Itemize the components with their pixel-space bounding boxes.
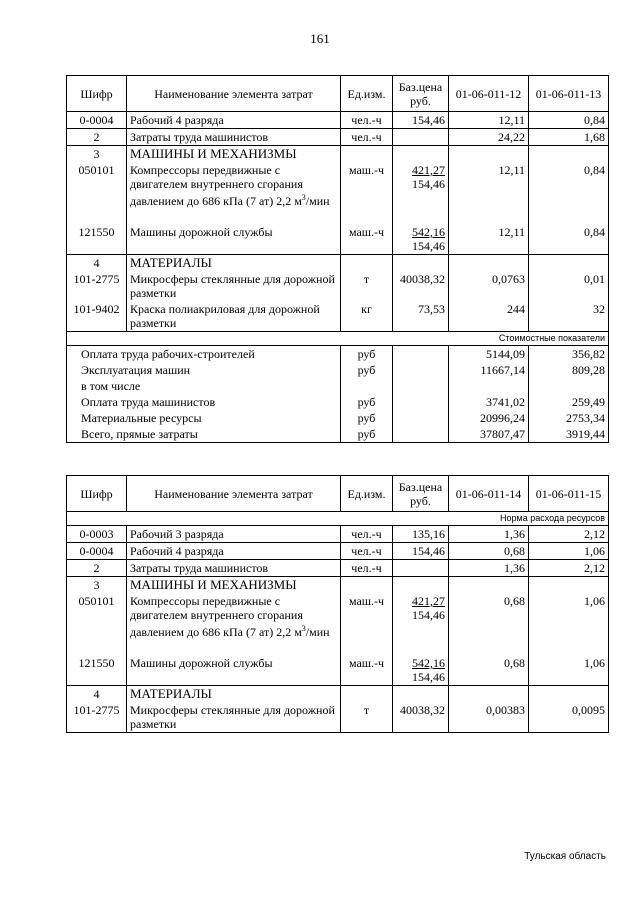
cell-name: Машины дорожной службы (127, 655, 341, 686)
table-row (67, 702, 609, 733)
cell-price (393, 655, 449, 686)
cell-name: Микросферы стеклянные для дорожной разметки (127, 702, 341, 733)
header-unit: Ед.изм. (341, 76, 393, 112)
cell-code: 101-9402 (67, 301, 127, 332)
resource-norm-caption: Норма расхода ресурсов (67, 512, 609, 526)
cell-value-b: 0,84 (529, 224, 609, 255)
summary-name: Всего, прямые затраты (67, 426, 341, 443)
cell-code: 050101 (67, 162, 127, 224)
table-row (67, 526, 609, 543)
section-row (67, 577, 609, 594)
section-title: МАТЕРИАЛЫ (127, 686, 341, 703)
cell-name-text: Компрессоры передвижные с двигателем внутреннего сгорания давлением до 686 кПа (7 ат) 2,2 м (130, 163, 303, 208)
section-code: 3 (67, 577, 127, 594)
summary-name: Материальные ресурсы (67, 410, 341, 426)
cell-unit: чел.-ч (341, 129, 393, 146)
cell-code: 0-0003 (67, 526, 127, 543)
cell-price: 73,53 (393, 301, 449, 332)
cell-price (393, 224, 449, 255)
cost-table-2 (66, 475, 609, 733)
summary-name: в том числе (67, 378, 341, 394)
cell-value-a: 0,68 (449, 593, 529, 655)
summary-value-b: 356,82 (529, 346, 609, 363)
cell-value-b: 0,0095 (529, 702, 609, 733)
header-code: Шифр (67, 476, 127, 512)
price-operator: 154,46 (412, 239, 445, 253)
cell-value-b: 1,06 (529, 655, 609, 686)
price-machine: 421,27 (412, 594, 445, 608)
cell-value-b: 0,01 (529, 271, 609, 301)
cost-indicators-caption: Стоимостные показатели (67, 332, 609, 346)
summary-value-b: 2753,34 (529, 410, 609, 426)
cell-unit: маш.-ч (341, 593, 393, 655)
cell-code: 0-0004 (67, 543, 127, 560)
section-row (67, 686, 609, 703)
cell-unit: т (341, 271, 393, 301)
header-code: Шифр (67, 76, 127, 112)
summary-row (67, 362, 609, 378)
section-row (67, 146, 609, 163)
cost-table-1 (66, 75, 609, 443)
header-col-a: 01-06-011-12 (449, 76, 529, 112)
header-col-b: 01-06-011-13 (529, 76, 609, 112)
cell-price (393, 593, 449, 655)
caption-row (67, 332, 609, 346)
cell-value-a: 12,11 (449, 162, 529, 224)
cell-value-a: 12,11 (449, 224, 529, 255)
summary-row (67, 394, 609, 410)
header-name: Наименование элемента затрат (127, 476, 341, 512)
cell-unit: чел.-ч (341, 560, 393, 577)
table-row (67, 543, 609, 560)
table-row (67, 301, 609, 332)
cell-unit: маш.-ч (341, 224, 393, 255)
summary-name: Эксплуатация машин (67, 362, 341, 378)
cell-name-tail: /мин (305, 625, 330, 639)
cell-value-a: 0,0763 (449, 271, 529, 301)
summary-row (67, 346, 609, 363)
summary-value-b: 3919,44 (529, 426, 609, 443)
cell-value-a: 1,36 (449, 526, 529, 543)
region-footer: Тульская область (524, 851, 606, 862)
section-row (67, 255, 609, 272)
summary-value-a: 20996,24 (449, 410, 529, 426)
summary-value-a: 37807,47 (449, 426, 529, 443)
price-operator: 154,46 (412, 670, 445, 684)
cell-unit: чел.-ч (341, 543, 393, 560)
cell-unit: чел.-ч (341, 112, 393, 129)
cell-price: 154,46 (393, 112, 449, 129)
cell-name: Затраты труда машинистов (127, 560, 341, 577)
table-header-row (67, 476, 609, 512)
cell-price (393, 560, 449, 577)
cell-name (127, 162, 341, 224)
summary-value-b: 259,49 (529, 394, 609, 410)
cell-price: 135,16 (393, 526, 449, 543)
price-machine: 421,27 (412, 163, 445, 177)
cell-value-b: 2,12 (529, 560, 609, 577)
caption-row (67, 512, 609, 526)
cell-value-b: 32 (529, 301, 609, 332)
header-name: Наименование элемента затрат (127, 76, 341, 112)
table-row (67, 224, 609, 255)
page-number: 161 (310, 31, 330, 46)
cell-code: 121550 (67, 655, 127, 686)
price-operator: 154,46 (412, 177, 445, 191)
header-price: Баз.цена руб. (393, 476, 449, 512)
cell-code: 050101 (67, 593, 127, 655)
cell-code: 121550 (67, 224, 127, 255)
table-row (67, 655, 609, 686)
summary-row (67, 378, 609, 394)
cell-value-a: 0,68 (449, 655, 529, 686)
cell-price: 40038,32 (393, 702, 449, 733)
cell-name: Краска полиакриловая для дорожной разметки (127, 301, 341, 332)
cell-unit: т (341, 702, 393, 733)
cell-value-a: 1,36 (449, 560, 529, 577)
cell-value-a: 24,22 (449, 129, 529, 146)
cell-name: Затраты труда машинистов (127, 129, 341, 146)
cell-code: 0-0004 (67, 112, 127, 129)
cell-unit: маш.-ч (341, 162, 393, 224)
cell-price (393, 129, 449, 146)
cell-name-text: Компрессоры передвижные с двигателем внутреннего сгорания давлением до 686 кПа (7 ат) 2,2 м (130, 594, 303, 639)
header-col-b: 01-06-011-15 (529, 476, 609, 512)
cell-value-a: 0,00383 (449, 702, 529, 733)
summary-unit: руб (341, 394, 393, 410)
summary-unit: руб (341, 346, 393, 363)
price-machine: 542,16 (412, 656, 445, 670)
summary-row (67, 410, 609, 426)
cell-value-b: 0,84 (529, 162, 609, 224)
cell-code: 101-2775 (67, 702, 127, 733)
summary-name: Оплата труда рабочих-строителей (67, 346, 341, 363)
section-code: 4 (67, 686, 127, 703)
cell-code: 2 (67, 129, 127, 146)
cell-value-a: 244 (449, 301, 529, 332)
summary-row (67, 426, 609, 443)
cell-name: Рабочий 4 разряда (127, 112, 341, 129)
cell-value-a: 12,11 (449, 112, 529, 129)
cell-code: 2 (67, 560, 127, 577)
price-operator: 154,46 (412, 608, 445, 622)
table-row (67, 271, 609, 301)
summary-unit: руб (341, 410, 393, 426)
cell-price: 154,46 (393, 543, 449, 560)
cell-name (127, 593, 341, 655)
table-row (67, 112, 609, 129)
section-code: 3 (67, 146, 127, 163)
cell-name-sup: 3 (301, 624, 306, 633)
section-title: МАШИНЫ И МЕХАНИЗМЫ (127, 577, 341, 594)
table-row (67, 129, 609, 146)
summary-name: Оплата труда машинистов (67, 394, 341, 410)
header-col-a: 01-06-011-14 (449, 476, 529, 512)
cell-name-sup: 3 (301, 193, 306, 202)
summary-value-a: 3741,02 (449, 394, 529, 410)
cell-name: Микросферы стеклянные для дорожной разметки (127, 271, 341, 301)
table-row (67, 593, 609, 655)
cell-value-b: 1,68 (529, 129, 609, 146)
cell-name-tail: /мин (305, 194, 330, 208)
summary-value-a: 11667,14 (449, 362, 529, 378)
cell-code: 101-2775 (67, 271, 127, 301)
cell-name: Рабочий 3 разряда (127, 526, 341, 543)
summary-value-b: 809,28 (529, 362, 609, 378)
cell-name: Машины дорожной службы (127, 224, 341, 255)
summary-unit: руб (341, 426, 393, 443)
section-title: МАШИНЫ И МЕХАНИЗМЫ (127, 146, 341, 163)
table-header-row (67, 76, 609, 112)
cell-unit: кг (341, 301, 393, 332)
cell-unit: маш.-ч (341, 655, 393, 686)
cell-unit: чел.-ч (341, 526, 393, 543)
cell-value-b: 1,06 (529, 543, 609, 560)
header-unit: Ед.изм. (341, 476, 393, 512)
section-code: 4 (67, 255, 127, 272)
cell-value-b: 2,12 (529, 526, 609, 543)
summary-value-a: 5144,09 (449, 346, 529, 363)
summary-unit: руб (341, 362, 393, 378)
cell-value-b: 1,06 (529, 593, 609, 655)
table-row (67, 162, 609, 224)
cell-value-b: 0,84 (529, 112, 609, 129)
cell-name: Рабочий 4 разряда (127, 543, 341, 560)
section-title: МАТЕРИАЛЫ (127, 255, 341, 272)
cell-value-a: 0,68 (449, 543, 529, 560)
price-machine: 542,16 (412, 225, 445, 239)
cell-price (393, 162, 449, 224)
header-price: Баз.цена руб. (393, 76, 449, 112)
cell-price: 40038,32 (393, 271, 449, 301)
table-row (67, 560, 609, 577)
